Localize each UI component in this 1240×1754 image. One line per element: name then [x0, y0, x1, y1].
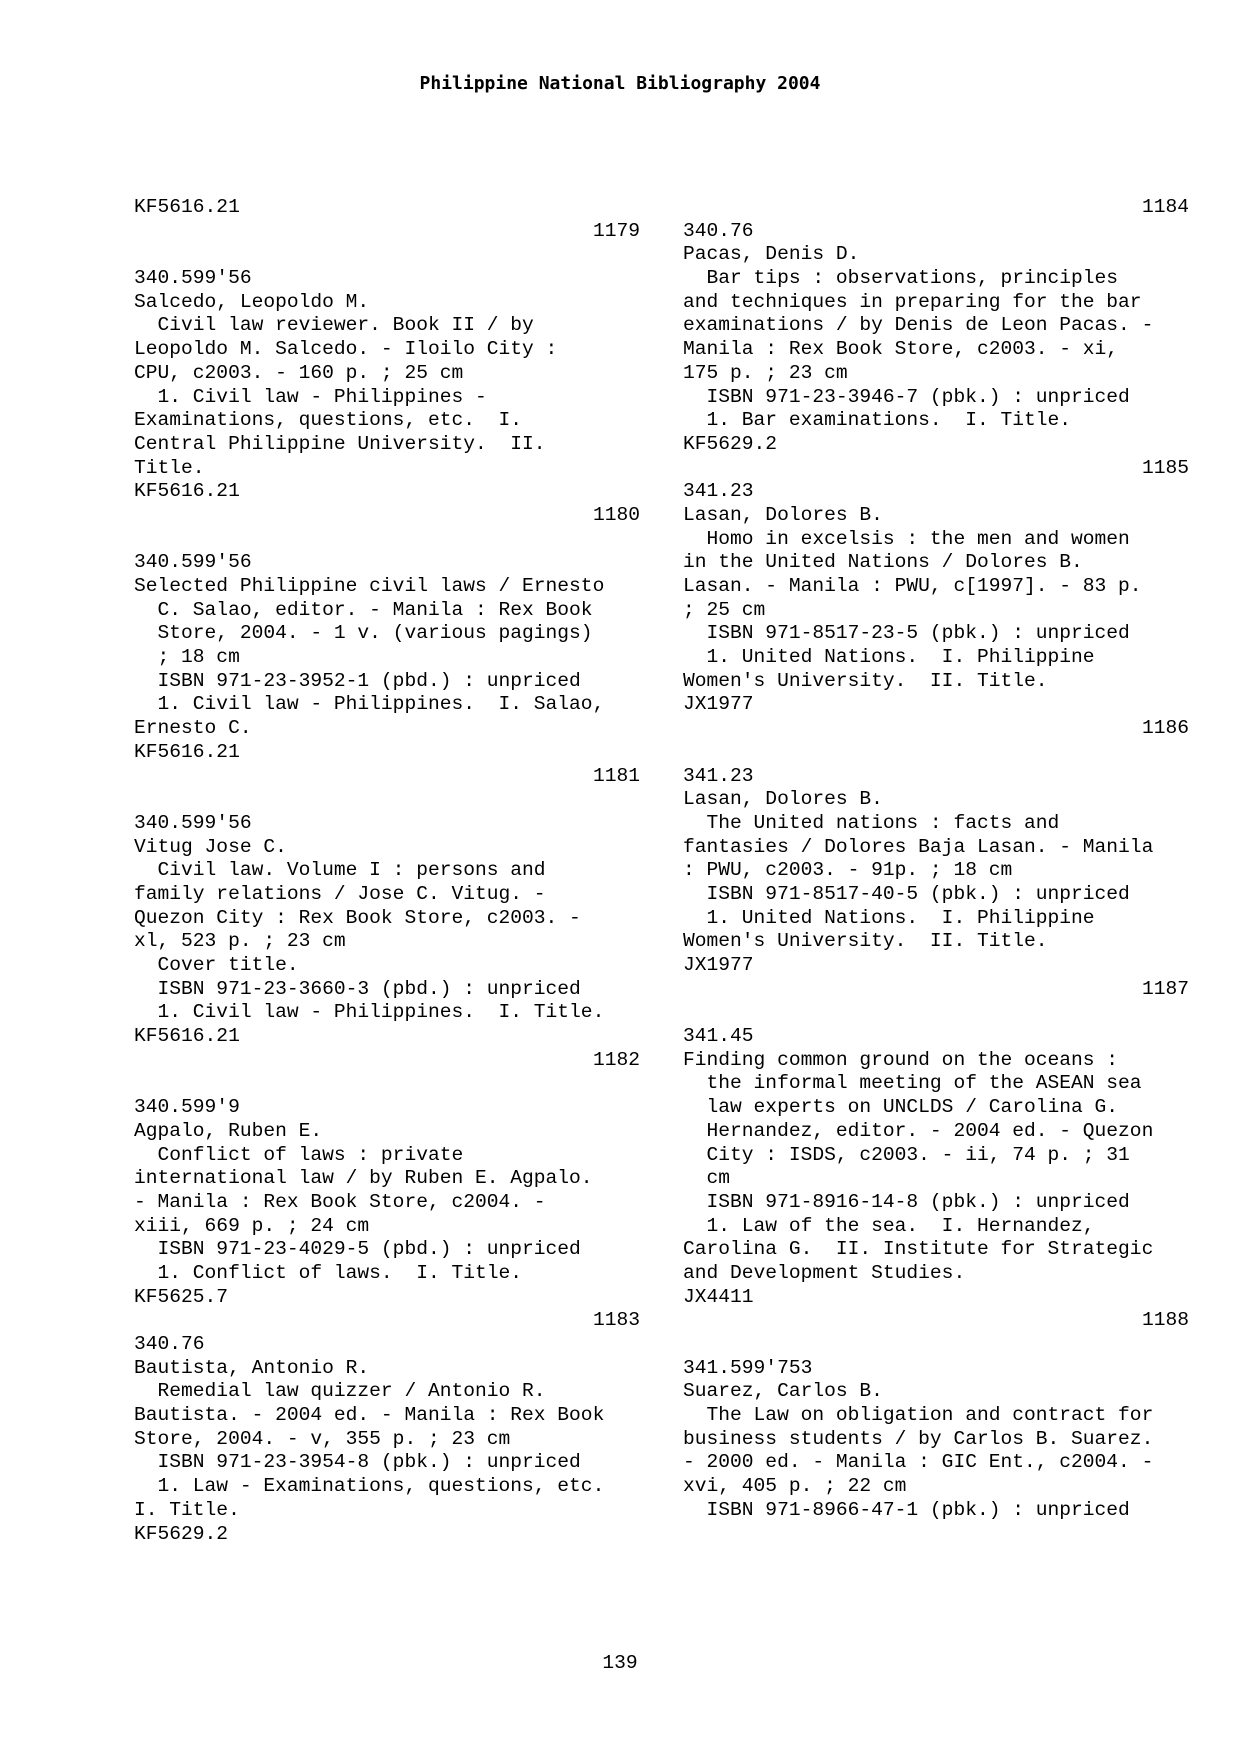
entry-line: cm — [683, 1167, 731, 1190]
entry-line: and Development Studies. — [683, 1261, 966, 1284]
entry-line: in the United Nations / Dolores B. — [683, 551, 1083, 574]
entry-line: Suarez, Carlos B. — [683, 1380, 883, 1403]
entry-number: 1183 — [592, 1309, 640, 1332]
entry-line: law experts on UNCLDS / Carolina G. — [683, 1096, 1119, 1119]
entry-line: Cover title. — [134, 954, 299, 976]
right-column — [683, 196, 1189, 1523]
entry-line: 1. Civil law - Philippines. I. Salao, — [134, 693, 605, 716]
entry-line: Civil law. Volume I : persons and — [134, 859, 546, 882]
entry-line: Pacas, Denis D. — [683, 243, 860, 266]
entry-number: 1180 — [592, 503, 640, 526]
entry-line: Selected Philippine civil laws / Ernesto — [134, 575, 605, 597]
entry-line: Carolina G. II. Institute for Strategic — [683, 1238, 1154, 1261]
entry-line: Manila : Rex Book Store, c2003. - xi, — [683, 338, 1119, 361]
entry-line: - Manila : Rex Book Store, c2004. - — [134, 1190, 546, 1213]
entry-line: 1. United Nations. I. Philippine — [683, 906, 1095, 929]
entry-line: and techniques in preparing for the bar — [683, 290, 1142, 313]
entry-line — [134, 243, 640, 267]
entry-line: 1. Law of the sea. I. Hernandez, — [683, 1214, 1095, 1237]
entry-line: ISBN 971-8966-47-1 (pbk.) : unpriced — [683, 1498, 1130, 1521]
entry-line: ; 18 cm — [134, 646, 240, 669]
page-number: 139 — [602, 1652, 638, 1674]
entry-line: 1. Law - Examinations, questions, etc. — [134, 1475, 605, 1498]
entry-line: 1. Bar examinations. I. Title. — [683, 409, 1072, 432]
entry-line: KF5616.21 — [134, 480, 240, 503]
entry-line: 340.599'9 — [134, 1096, 240, 1119]
entry-line — [683, 1001, 1189, 1025]
entry-line: Bar tips : observations, principles — [683, 267, 1119, 290]
entry-line: Salcedo, Leopoldo M. — [134, 290, 370, 313]
entry-line: Finding common ground on the oceans : — [683, 1048, 1119, 1071]
entry-line: xiii, 669 p. ; 24 cm — [134, 1214, 370, 1237]
entry-line: Women's University. II. Title. — [683, 669, 1048, 692]
entry-line: Lasan, Dolores B. — [683, 788, 883, 811]
entry-line: CPU, c2003. - 160 p. ; 25 cm — [134, 361, 464, 384]
entry-line: - 2000 ed. - Manila : GIC Ent., c2004. - — [683, 1451, 1154, 1474]
entry-line: Conflict of laws : private — [134, 1143, 464, 1166]
entry-line: Bautista. - 2004 ed. - Manila : Rex Book — [134, 1404, 605, 1427]
entry-line: KF5625.7 — [134, 1285, 229, 1308]
entry-line: KF5616.21 — [134, 740, 240, 763]
entry-line: Civil law reviewer. Book II / by — [134, 314, 534, 337]
entry-line: Store, 2004. - v, 355 p. ; 23 cm — [134, 1427, 511, 1450]
entry-line: 1. United Nations. I. Philippine — [683, 646, 1095, 669]
entry-number: 1182 — [592, 1048, 640, 1071]
entry-line — [134, 788, 640, 812]
entry-line: 175 p. ; 23 cm — [683, 361, 848, 384]
entry-line: : PWU, c2003. - 91p. ; 18 cm — [683, 859, 1013, 882]
entry-line: Remedial law quizzer / Antonio R. — [134, 1380, 546, 1403]
entry-line: Lasan. - Manila : PWU, c[1997]. - 83 p. — [683, 575, 1142, 597]
entry-line: I. Title. — [134, 1498, 240, 1521]
entry-number: 1185 — [1141, 456, 1189, 479]
entry-line: ISBN 971-23-3952-1 (pbd.) : unpriced — [134, 669, 581, 692]
entry-line: xl, 523 p. ; 23 cm — [134, 930, 346, 953]
entry-line: 340.599'56 — [134, 811, 252, 834]
entry-line: Examinations, questions, etc. I. — [134, 409, 523, 432]
entry-line: The United nations : facts and — [683, 811, 1060, 834]
entry-line: ISBN 971-8916-14-8 (pbk.) : unpriced — [683, 1190, 1130, 1213]
entry-line: ISBN 971-8517-23-5 (pbk.) : unpriced — [683, 622, 1130, 645]
entry-line: Women's University. II. Title. — [683, 930, 1048, 953]
entry-number: 1179 — [592, 219, 640, 242]
entry-line: ISBN 971-23-4029-5 (pbd.) : unpriced — [134, 1238, 581, 1261]
entry-line: ISBN 971-23-3954-8 (pbk.) : unpriced — [134, 1451, 581, 1474]
entry-line: ISBN 971-23-3946-7 (pbk.) : unpriced — [683, 385, 1130, 408]
entry-line: KF5629.2 — [134, 1522, 229, 1545]
entry-number: 1184 — [1141, 196, 1189, 218]
entry-line: xvi, 405 p. ; 22 cm — [683, 1475, 907, 1498]
entry-line — [683, 741, 1189, 765]
entry-line: JX4411 — [683, 1285, 754, 1308]
entry-line: KF5629.2 — [683, 432, 778, 455]
entry-line: 341.599'753 — [683, 1356, 813, 1379]
entry-line: examinations / by Denis de Leon Pacas. - — [683, 314, 1154, 337]
entry-number: 1188 — [1141, 1309, 1189, 1332]
entry-line: KF5616.21 — [134, 1025, 240, 1048]
entry-number: 1187 — [1141, 977, 1189, 1000]
entry-line: 340.599'56 — [134, 551, 252, 574]
entry-line: Bautista, Antonio R. — [134, 1356, 370, 1379]
entry-number: 1186 — [1141, 717, 1189, 740]
entry-line: international law / by Ruben E. Agpalo. — [134, 1167, 593, 1190]
entry-line: 1. Civil law - Philippines - — [134, 385, 487, 408]
entry-line: Title. — [134, 456, 205, 479]
entry-line: ISBN 971-8517-40-5 (pbk.) : unpriced — [683, 882, 1130, 905]
entry-line: family relations / Jose C. Vitug. - — [134, 882, 546, 905]
entry-number: 1181 — [592, 764, 640, 787]
entry-line: the informal meeting of the ASEAN sea — [683, 1072, 1142, 1095]
entry-line: Agpalo, Ruben E. — [134, 1119, 323, 1142]
entry-line: 341.23 — [683, 764, 754, 787]
entry-line: Central Philippine University. II. — [134, 432, 546, 455]
entry-line: JX1977 — [683, 954, 754, 976]
entry-line — [683, 1333, 1189, 1357]
entry-line: 1. Civil law - Philippines. I. Title. — [134, 1001, 605, 1024]
entry-line: ; 25 cm — [683, 598, 766, 621]
entry-line: Homo in excelsis : the men and women — [683, 527, 1130, 550]
entry-line: 340.76 — [683, 219, 754, 242]
entry-line: business students / by Carlos B. Suarez. — [683, 1427, 1154, 1450]
entry-line: JX1977 — [683, 693, 754, 716]
entry-line — [134, 528, 640, 552]
entry-line: 341.45 — [683, 1025, 754, 1048]
entry-line: fantasies / Dolores Baja Lasan. - Manila — [683, 835, 1154, 858]
entry-line: Vitug Jose C. — [134, 835, 287, 858]
left-column — [134, 196, 640, 1546]
entry-line: 340.76 — [134, 1333, 205, 1355]
entry-line: Ernesto C. — [134, 717, 252, 740]
entry-line: 1. Conflict of laws. I. Title. — [134, 1261, 523, 1284]
entry-line: Hernandez, editor. - 2004 ed. - Quezon — [683, 1119, 1154, 1142]
entry-line: City : ISDS, c2003. - ii, 74 p. ; 31 — [683, 1143, 1130, 1166]
entry-line: Store, 2004. - 1 v. (various pagings) — [134, 622, 593, 645]
page-title: Philippine National Bibliography 2004 — [419, 73, 821, 94]
entry-line: 340.599'56 — [134, 267, 252, 290]
entry-line: The Law on obligation and contract for — [683, 1404, 1154, 1427]
entry-line: 341.23 — [683, 480, 754, 503]
entry-line: Lasan, Dolores B. — [683, 503, 883, 526]
entry-line: Quezon City : Rex Book Store, c2003. - — [134, 906, 581, 929]
entry-line: KF5616.21 — [134, 196, 240, 218]
entry-line: Leopoldo M. Salcedo. - Iloilo City : — [134, 338, 558, 361]
entry-line: ISBN 971-23-3660-3 (pbd.) : unpriced — [134, 977, 581, 1000]
entry-line — [134, 1072, 640, 1096]
entry-line: C. Salao, editor. - Manila : Rex Book — [134, 598, 593, 621]
